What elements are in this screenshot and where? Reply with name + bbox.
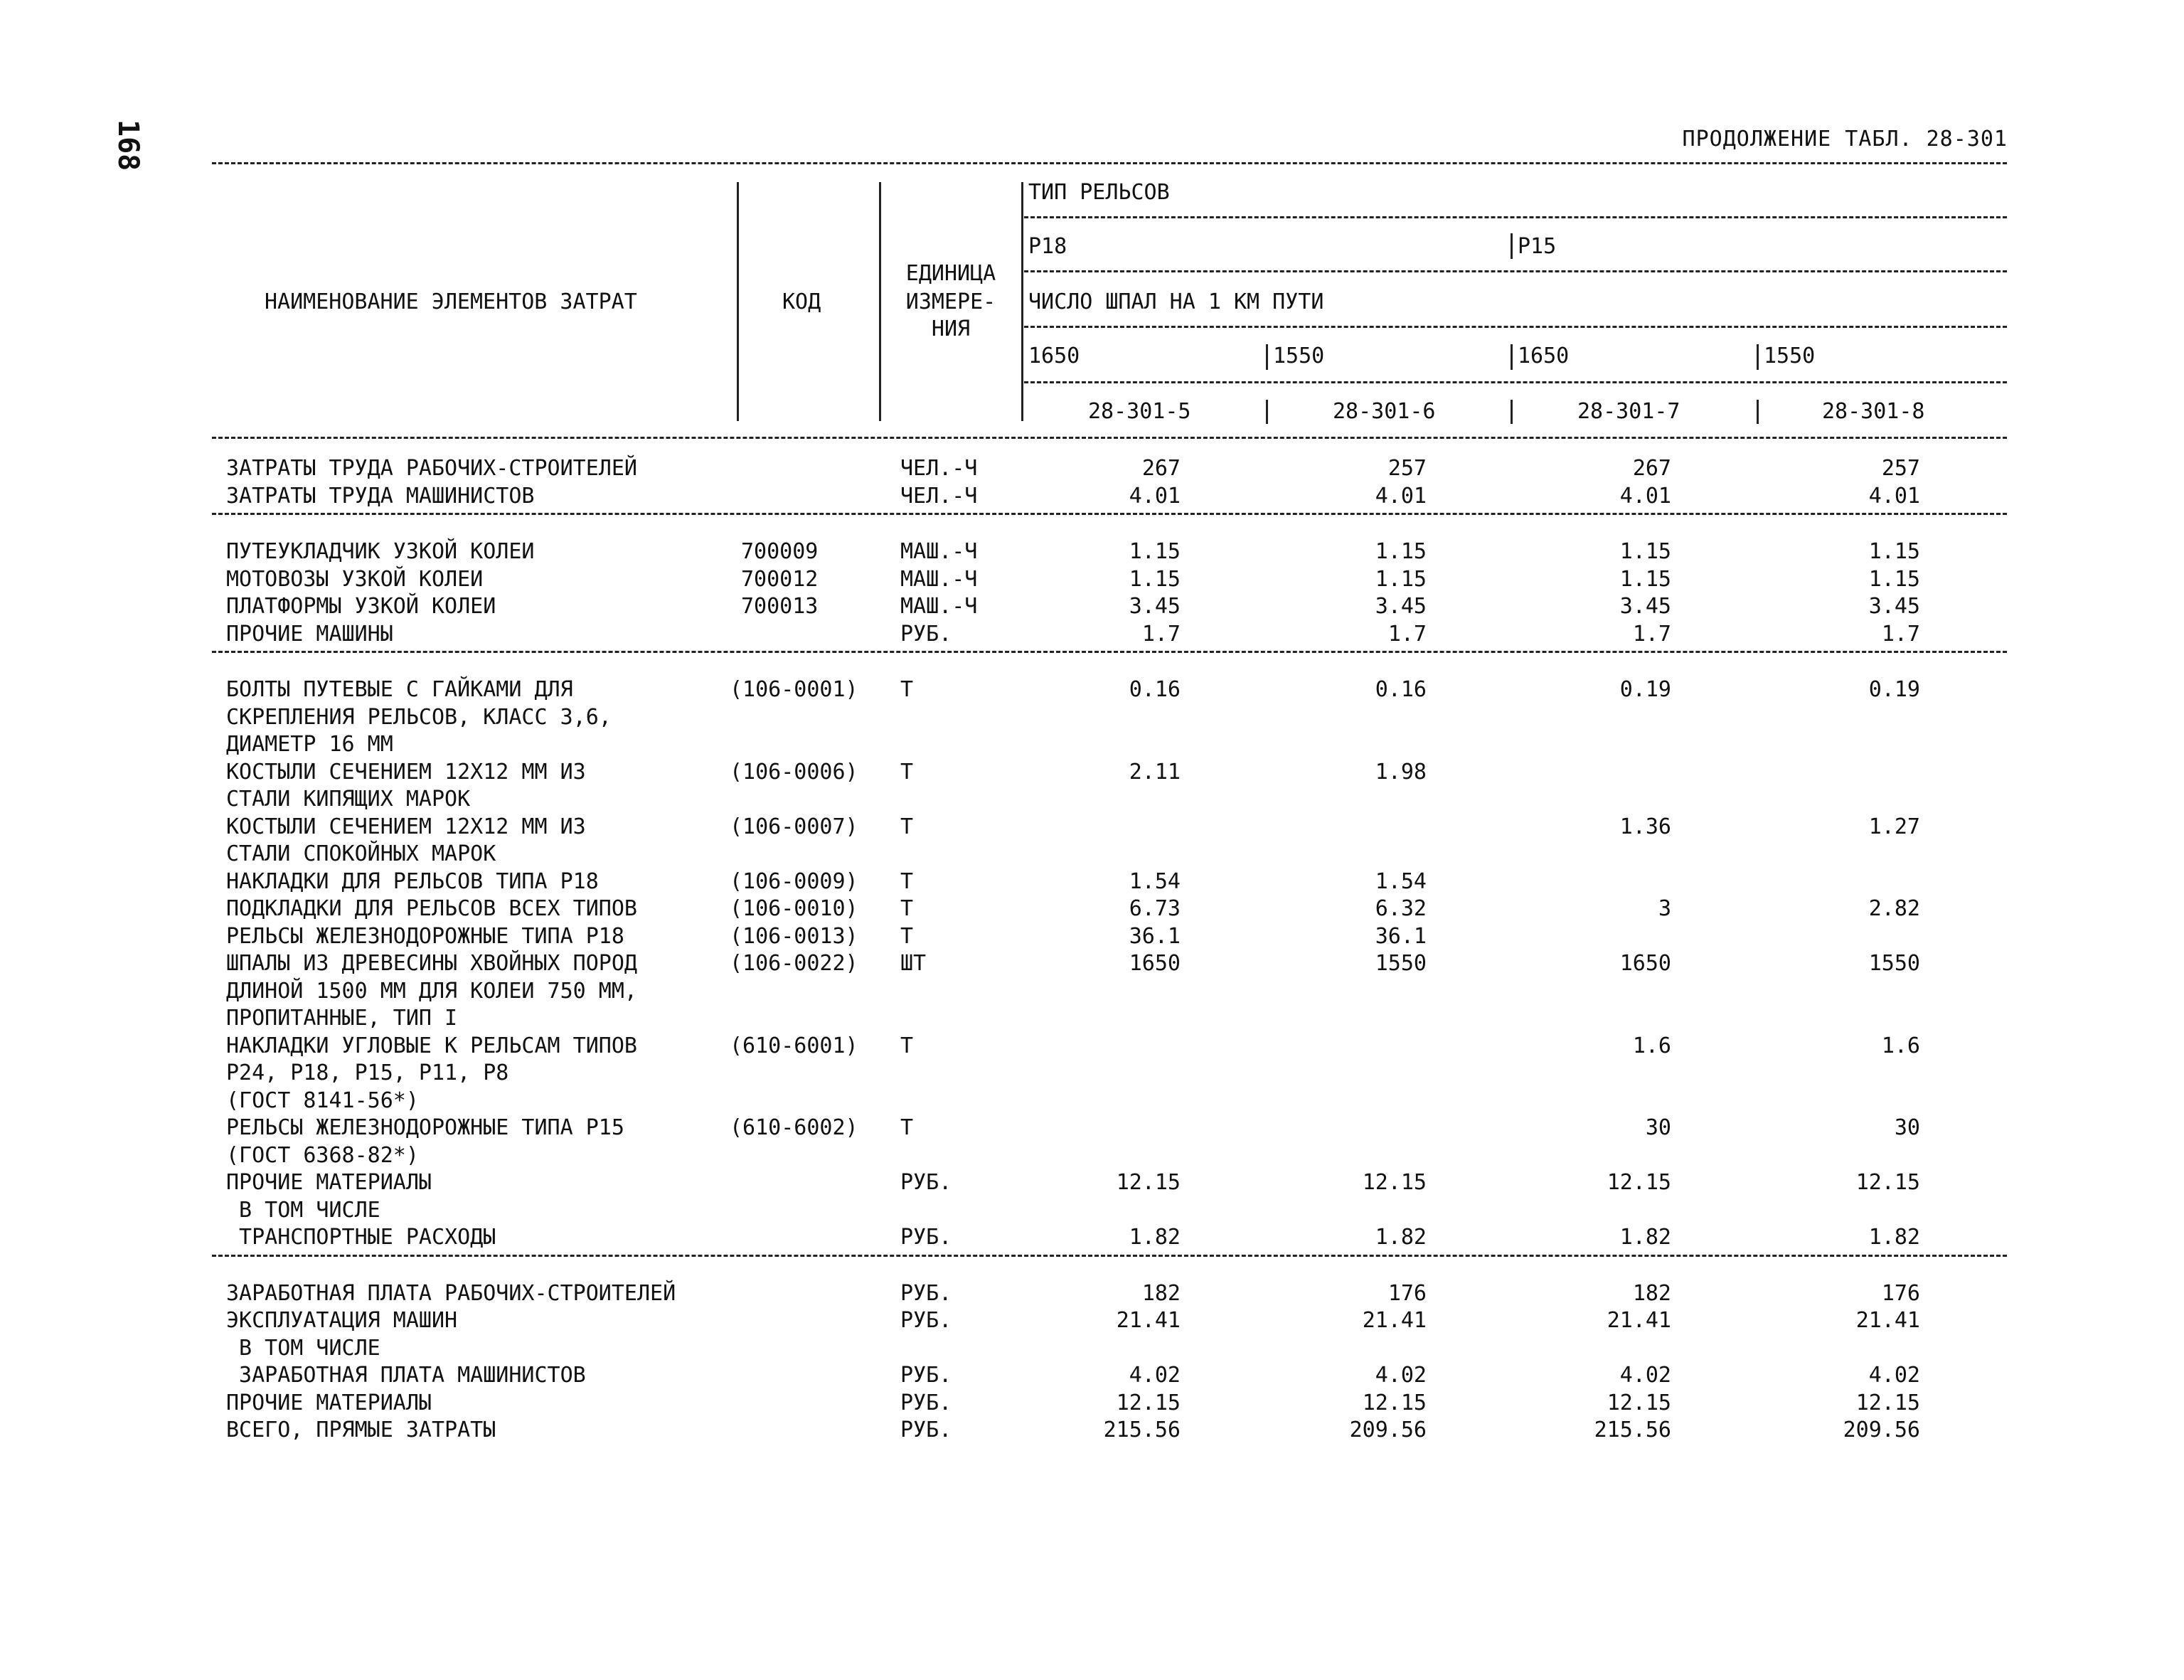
row-unit: Т (900, 759, 914, 785)
row-value-1: 0.16 (1129, 677, 1181, 702)
row-unit: ШТ (900, 951, 927, 976)
row-value-3: 267 (1632, 456, 1671, 481)
row-name: В ТОМ ЧИСЛЕ (226, 1197, 380, 1223)
row-unit: ЧЕЛ.-Ч (900, 456, 978, 481)
row-value-4: 21.41 (1855, 1308, 1920, 1333)
header-count-divider-2 (1511, 344, 1513, 370)
row-value-2: 176 (1387, 1280, 1427, 1306)
row-value-4: 1.15 (1868, 566, 1920, 592)
row-code: 700009 (741, 539, 819, 564)
row-value-4: 4.01 (1868, 483, 1920, 509)
header-rail-type: ТИП РЕЛЬСОВ (1028, 180, 1170, 205)
row-value-1: 1.15 (1129, 566, 1181, 592)
header-rule-4 (1024, 381, 2007, 383)
header-code: КОД (782, 289, 821, 314)
row-name: ЗАРАБОТНАЯ ПЛАТА РАБОЧИХ-СТРОИТЕЛЕЙ (226, 1280, 676, 1306)
row-value-1: 1.82 (1129, 1225, 1181, 1250)
row-name: ПРОПИТАННЫЕ, ТИП I (226, 1006, 458, 1031)
row-code: (106-0001) (730, 677, 858, 702)
row-value-1: 4.01 (1129, 483, 1181, 509)
row-value-1: 2.11 (1129, 759, 1181, 785)
header-r15-divider (1511, 233, 1513, 259)
row-value-3: 21.41 (1607, 1308, 1671, 1333)
header-count-divider-3 (1757, 344, 1759, 370)
row-value-1: 6.73 (1129, 896, 1181, 921)
header-count-divider-1 (1266, 344, 1268, 370)
row-code: 700013 (741, 594, 819, 619)
section-rule (212, 651, 2007, 653)
header-norm-divider-3 (1757, 400, 1759, 424)
row-unit: РУБ. (900, 1170, 952, 1195)
section-rule (212, 1255, 2007, 1257)
row-name: (ГОСТ 8141-56*) (226, 1088, 419, 1113)
row-value-4: 1.6 (1881, 1033, 1920, 1058)
row-value-2: 1.98 (1375, 759, 1427, 785)
row-unit: МАШ.-Ч (900, 566, 978, 592)
header-top-rule (212, 162, 2007, 164)
row-value-3: 4.01 (1619, 483, 1671, 509)
header-count-3: 1650 (1518, 344, 1570, 368)
header-count-1: 1650 (1028, 344, 1080, 368)
header-norm-4: 28-301-8 (1822, 399, 1925, 424)
row-name: ПЛАТФОРМЫ УЗКОЙ КОЛЕИ (226, 594, 496, 619)
code-col-divider (737, 182, 739, 421)
row-unit: РУБ. (900, 1308, 952, 1333)
row-name: РЕЛЬСЫ ЖЕЛЕЗНОДОРОЖНЫЕ ТИПА Р18 (226, 923, 624, 949)
header-norm-2: 28-301-6 (1333, 399, 1436, 424)
row-value-2: 1.15 (1375, 566, 1427, 592)
row-unit: Т (900, 896, 914, 921)
row-value-4: 257 (1881, 456, 1920, 481)
row-code: (106-0013) (730, 923, 858, 949)
row-value-4: 1550 (1868, 951, 1920, 976)
row-value-4: 0.19 (1868, 677, 1920, 702)
row-name: ЗАТРАТЫ ТРУДА РАБОЧИХ-СТРОИТЕЛЕЙ (226, 456, 637, 481)
row-name: ВСЕГО, ПРЯМЫЕ ЗАТРАТЫ (226, 1418, 496, 1442)
row-value-2: 4.02 (1375, 1363, 1427, 1388)
row-name: ШПАЛЫ ИЗ ДРЕВЕСИНЫ ХВОЙНЫХ ПОРОД (226, 951, 637, 976)
row-value-3: 12.15 (1607, 1390, 1671, 1415)
row-unit: РУБ. (900, 1390, 952, 1415)
row-value-3: 12.15 (1607, 1170, 1671, 1195)
header-norm-1: 28-301-5 (1088, 399, 1191, 424)
row-value-3: 1.15 (1619, 539, 1671, 564)
row-value-1: 12.15 (1116, 1390, 1181, 1415)
row-value-4: 12.15 (1855, 1170, 1920, 1195)
row-name: ЗАРАБОТНАЯ ПЛАТА МАШИНИСТОВ (226, 1363, 586, 1388)
row-value-3: 1.15 (1619, 566, 1671, 592)
row-name: ТРАНСПОРТНЫЕ РАСХОДЫ (226, 1225, 496, 1250)
row-name: (ГОСТ 6368-82*) (226, 1142, 419, 1168)
unit-col-divider (879, 182, 881, 421)
row-name: ЗАТРАТЫ ТРУДА МАШИНИСТОВ (226, 483, 535, 509)
header-rule-1 (1024, 216, 2007, 218)
header-rail-r18: Р18 (1028, 234, 1067, 259)
row-value-3: 3.45 (1619, 594, 1671, 619)
row-value-2: 1.15 (1375, 539, 1427, 564)
row-value-4: 1.27 (1868, 814, 1920, 839)
header-norm-divider-1 (1266, 400, 1268, 424)
row-code: (106-0006) (730, 759, 858, 785)
row-value-4: 1.15 (1868, 539, 1920, 564)
row-code: (106-0009) (730, 868, 858, 894)
header-norm-3: 28-301-7 (1577, 399, 1680, 424)
header-rule-2 (1024, 270, 2007, 272)
header-rule-3 (1024, 326, 2007, 328)
row-value-1: 1650 (1129, 951, 1181, 976)
row-code: 700012 (741, 566, 819, 592)
row-value-2: 12.15 (1362, 1170, 1427, 1195)
row-name: ДИАМЕТР 16 ММ (226, 732, 393, 757)
row-name: ПРОЧИЕ МАТЕРИАЛЫ (226, 1170, 432, 1195)
row-value-2: 0.16 (1375, 677, 1427, 702)
row-name: НАКЛАДКИ УГЛОВЫЕ К РЕЛЬСАМ ТИПОВ (226, 1033, 637, 1058)
row-value-2: 1.54 (1375, 868, 1427, 894)
row-code: (610-6002) (730, 1115, 858, 1140)
row-name: ЭКСПЛУАТАЦИЯ МАШИН (226, 1308, 458, 1333)
values-col-divider (1021, 182, 1023, 421)
row-unit: РУБ. (900, 621, 952, 647)
row-value-3: 1.36 (1619, 814, 1671, 839)
row-value-1: 4.02 (1129, 1363, 1181, 1388)
row-value-4: 1.7 (1881, 621, 1920, 647)
row-value-2: 209.56 (1349, 1418, 1427, 1442)
row-unit: РУБ. (900, 1225, 952, 1250)
row-code: (106-0007) (730, 814, 858, 839)
row-unit: ЧЕЛ.-Ч (900, 483, 978, 509)
section-rule (212, 513, 2007, 515)
row-value-4: 12.15 (1855, 1390, 1920, 1415)
row-value-2: 21.41 (1362, 1308, 1427, 1333)
row-unit: Т (900, 1033, 914, 1058)
row-value-2: 1.7 (1387, 621, 1427, 647)
row-value-4: 3.45 (1868, 594, 1920, 619)
row-value-3: 0.19 (1619, 677, 1671, 702)
header-unit-2: ИЗМЕРЕ- (905, 289, 996, 314)
row-unit: МАШ.-Ч (900, 594, 978, 619)
row-name: КОСТЫЛИ СЕЧЕНИЕМ 12Х12 ММ ИЗ (226, 759, 586, 785)
row-value-2: 6.32 (1375, 896, 1427, 921)
row-unit: РУБ. (900, 1363, 952, 1388)
header-bottom-rule (212, 437, 2007, 439)
row-value-4: 209.56 (1843, 1418, 1920, 1442)
row-value-3: 30 (1645, 1115, 1671, 1140)
header-count-4: 1550 (1764, 344, 1816, 368)
row-value-2: 3.45 (1375, 594, 1427, 619)
row-value-3: 1.6 (1632, 1033, 1671, 1058)
row-value-1: 1.54 (1129, 868, 1181, 894)
row-value-3: 1.82 (1619, 1225, 1671, 1250)
row-name: ПРОЧИЕ МАТЕРИАЛЫ (226, 1390, 432, 1415)
row-name: РЕЛЬСЫ ЖЕЛЕЗНОДОРОЖНЫЕ ТИПА Р15 (226, 1115, 624, 1140)
row-value-1: 1.15 (1129, 539, 1181, 564)
row-value-2: 12.15 (1362, 1390, 1427, 1415)
header-unit-1: ЕДИНИЦА (905, 261, 996, 286)
row-name: ПУТЕУКЛАДЧИК УЗКОЙ КОЛЕИ (226, 539, 535, 564)
row-unit: Т (900, 868, 914, 894)
row-value-2: 4.01 (1375, 483, 1427, 509)
row-name: СТАЛИ СПОКОЙНЫХ МАРОК (226, 841, 496, 866)
row-value-1: 182 (1141, 1280, 1181, 1306)
row-value-4: 1.82 (1868, 1225, 1920, 1250)
row-value-4: 30 (1894, 1115, 1920, 1140)
row-value-3: 1650 (1619, 951, 1671, 976)
row-unit: МАШ.-Ч (900, 539, 978, 564)
row-value-1: 36.1 (1129, 923, 1181, 949)
row-name: МОТОВОЗЫ УЗКОЙ КОЛЕИ (226, 566, 484, 592)
row-unit: Т (900, 677, 914, 702)
row-value-4: 4.02 (1868, 1363, 1920, 1388)
header-norm-divider-2 (1511, 400, 1513, 424)
row-value-2: 257 (1387, 456, 1427, 481)
row-unit: РУБ. (900, 1418, 952, 1442)
row-name: В ТОМ ЧИСЛЕ (226, 1335, 380, 1361)
row-value-3: 1.7 (1632, 621, 1671, 647)
row-value-3: 215.56 (1594, 1418, 1671, 1442)
row-code: (610-6001) (730, 1033, 858, 1058)
row-unit: Т (900, 814, 914, 839)
header-rail-r15: Р15 (1518, 234, 1557, 259)
row-value-1: 267 (1141, 456, 1181, 481)
row-code: (106-0022) (730, 951, 858, 976)
row-code: (106-0010) (730, 896, 858, 921)
row-value-1: 1.7 (1141, 621, 1181, 647)
row-name: БОЛТЫ ПУТЕВЫЕ С ГАЙКАМИ ДЛЯ (226, 677, 573, 702)
row-name: ПРОЧИЕ МАШИНЫ (226, 621, 393, 647)
row-name: СКРЕПЛЕНИЯ РЕЛЬСОВ, КЛАСС 3,6, (226, 704, 612, 730)
row-name: ДЛИНОЙ 1500 ММ ДЛЯ КОЛЕИ 750 ММ, (226, 978, 637, 1004)
row-name: ПОДКЛАДКИ ДЛЯ РЕЛЬСОВ ВСЕХ ТИПОВ (226, 896, 637, 921)
row-value-1: 215.56 (1103, 1418, 1181, 1442)
row-value-1: 21.41 (1116, 1308, 1181, 1333)
row-name: НАКЛАДКИ ДЛЯ РЕЛЬСОВ ТИПА Р18 (226, 868, 599, 894)
page-number: 168 (112, 119, 144, 171)
continuation-title: ПРОДОЛЖЕНИЕ ТАБЛ. 28-301 (1682, 127, 2008, 151)
row-unit: Т (900, 1115, 914, 1140)
row-value-3: 4.02 (1619, 1363, 1671, 1388)
header-sleepers: ЧИСЛО ШПАЛ НА 1 КМ ПУТИ (1028, 289, 1324, 314)
row-unit: РУБ. (900, 1280, 952, 1306)
header-unit-3: НИЯ (931, 317, 971, 341)
row-name: КОСТЫЛИ СЕЧЕНИЕМ 12Х12 ММ ИЗ (226, 814, 586, 839)
row-value-4: 176 (1881, 1280, 1920, 1306)
row-value-2: 36.1 (1375, 923, 1427, 949)
row-name: Р24, Р18, Р15, Р11, Р8 (226, 1060, 509, 1085)
row-name: СТАЛИ КИПЯЩИХ МАРОК (226, 787, 471, 812)
row-value-3: 3 (1658, 896, 1671, 921)
row-value-2: 1.82 (1375, 1225, 1427, 1250)
row-value-4: 2.82 (1868, 896, 1920, 921)
header-name: НАИМЕНОВАНИЕ ЭЛЕМЕНТОВ ЗАТРАТ (265, 289, 637, 314)
header-count-2: 1550 (1273, 344, 1325, 368)
row-value-2: 1550 (1375, 951, 1427, 976)
row-unit: Т (900, 923, 914, 949)
row-value-1: 12.15 (1116, 1170, 1181, 1195)
row-value-1: 3.45 (1129, 594, 1181, 619)
row-value-3: 182 (1632, 1280, 1671, 1306)
